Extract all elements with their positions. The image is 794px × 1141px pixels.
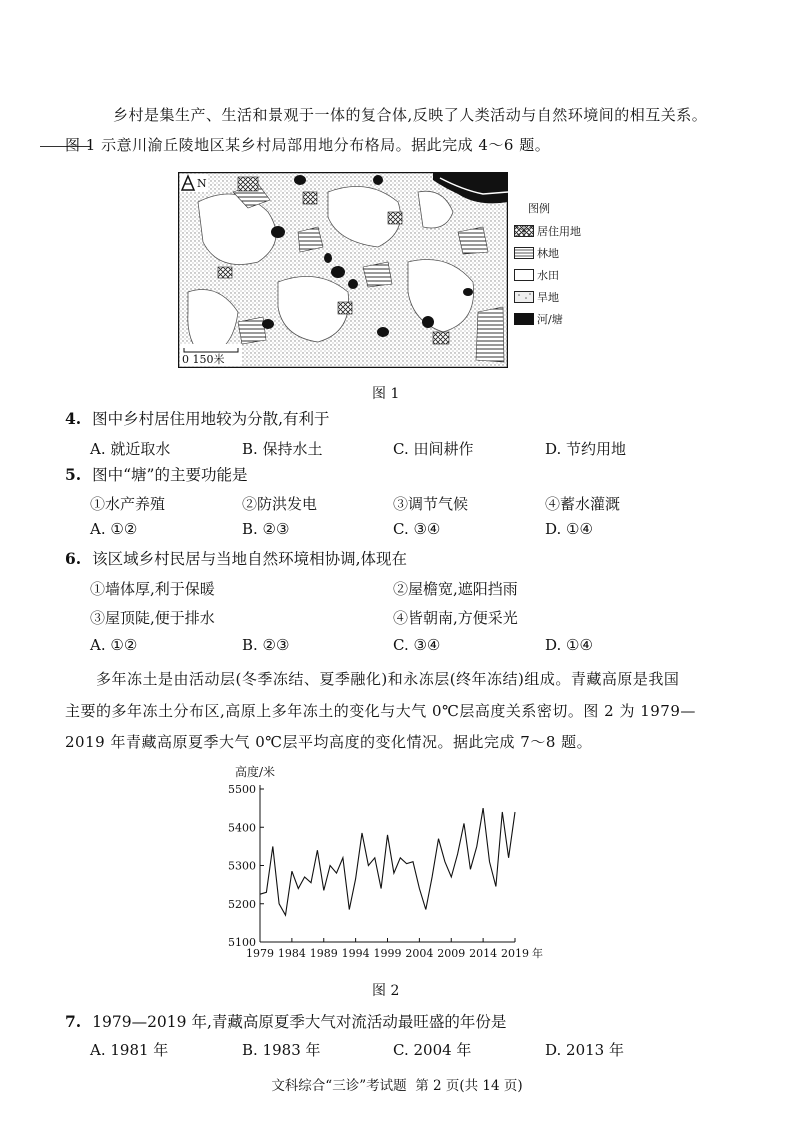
figure2-caption: 图 2: [372, 983, 400, 999]
scale-label: 0 150米: [182, 353, 225, 366]
series-line: [260, 808, 515, 915]
legend-swatch-forest: [514, 247, 534, 259]
question-7: [65, 1011, 506, 1033]
y-tick-label: 5100: [228, 936, 256, 949]
question-number: 4.: [65, 409, 82, 428]
q5-option-c[interactable]: C. ③④: [393, 520, 441, 538]
y-tick-label: 5400: [228, 821, 256, 835]
intro1-line2: 图 1 示意川渝丘陵地区某乡村局部用地分布格局。据此完成 4～6 题。: [65, 136, 551, 154]
x-tick-label: 1984: [277, 947, 306, 960]
question-stem: 该区域乡村民居与当地自然环境相协调,体现在: [92, 550, 408, 568]
figure1-caption: 图 1: [372, 386, 400, 402]
q6-option-a[interactable]: A. ①②: [90, 636, 138, 654]
q6-option-c[interactable]: C. ③④: [393, 636, 441, 654]
q7-option-d[interactable]: D. 2013 年: [545, 1041, 624, 1059]
legend-swatch-paddy: [514, 269, 534, 281]
north-label: N: [197, 177, 207, 190]
x-tick-label: 2019: [501, 947, 529, 960]
x-axis-unit-label: 年: [532, 947, 543, 960]
y-tick-label: 5500: [228, 783, 256, 796]
legend-label: 水田: [537, 269, 559, 282]
q6-item-2: ②屋檐宽,遮阳挡雨: [393, 580, 518, 598]
legend-swatch-residential: [514, 225, 534, 237]
q6-item-1: ①墙体厚,利于保暖: [90, 580, 215, 598]
legend-title: 图例: [528, 202, 550, 215]
land-use-map: [178, 172, 508, 368]
q7-option-b[interactable]: B. 1983 年: [242, 1041, 321, 1059]
y-tick-label: 5200: [228, 897, 256, 911]
x-tick-label: 2009: [437, 947, 466, 960]
question-number: 6.: [65, 549, 82, 568]
question-stem: 1979—2019 年,青藏高原夏季大气对流活动最旺盛的年份是: [92, 1013, 507, 1031]
legend-swatch-river-pond: [514, 313, 534, 325]
x-tick-label: 1989: [309, 947, 338, 960]
q4-option-a[interactable]: A. 就近取水: [90, 440, 171, 458]
intro2-line3: 2019 年青藏高原夏季大气 0℃层平均高度的变化情况。据此完成 7～8 题。: [65, 733, 593, 751]
q6-item-4: ④皆朝南,方便采光: [393, 609, 518, 627]
legend-item-river-pond: [514, 308, 624, 330]
legend-item-forest: [514, 242, 624, 264]
question-number: 7.: [65, 1012, 82, 1031]
q5-item-2: ②防洪发电: [242, 495, 318, 513]
x-tick-label: 1979: [246, 947, 274, 960]
q4-option-d[interactable]: D. 节约用地: [545, 440, 627, 458]
intro1-line1: 乡村是集生产、生活和景观于一体的复合体,反映了人类活动与自然环境间的相互关系。: [113, 106, 708, 124]
legend-item-paddy: [514, 264, 624, 286]
q5-option-d[interactable]: D. ①④: [545, 520, 593, 538]
q5-item-4: ④蓄水灌溉: [545, 495, 621, 513]
x-tick-label: 2004: [405, 947, 434, 960]
q7-option-c[interactable]: C. 2004 年: [393, 1041, 472, 1059]
question-4: [65, 408, 330, 430]
q6-option-b[interactable]: B. ②③: [242, 636, 290, 654]
figure1-map: [178, 172, 508, 368]
zero-degree-height-chart: [215, 762, 555, 967]
y-tick-label: 5300: [228, 859, 256, 873]
q6-item-3: ③屋顶陡,便于排水: [90, 609, 215, 627]
q5-item-1: ①水产养殖: [90, 495, 166, 513]
intro-paragraph-1: [113, 100, 733, 130]
y-axis-label: 高度/米: [235, 765, 276, 779]
q6-option-d[interactable]: D. ①④: [545, 636, 593, 654]
q5-option-a[interactable]: A. ①②: [90, 520, 138, 538]
legend-swatch-dryland: [514, 291, 534, 303]
q5-option-b[interactable]: B. ②③: [242, 520, 290, 538]
legend-label: 旱地: [537, 291, 559, 304]
question-stem: 图中乡村居住用地较为分散,有利于: [92, 410, 330, 428]
question-stem: 图中“塘”的主要功能是: [92, 466, 248, 484]
q4-option-c[interactable]: C. 田间耕作: [393, 440, 474, 458]
q7-option-a[interactable]: A. 1981 年: [90, 1041, 169, 1059]
x-tick-label: 1994: [341, 947, 370, 960]
legend-item-residential: [514, 220, 624, 242]
question-5: [65, 464, 247, 486]
q4-option-b[interactable]: B. 保持水土: [242, 440, 323, 458]
legend-item-dryland: [514, 286, 624, 308]
page-footer: 文科综合“三诊”考试题 第 2 页(共 14 页): [271, 1078, 523, 1094]
figure1-legend: [514, 200, 624, 330]
figure2-chart: [215, 762, 555, 967]
legend-label: 河/塘: [537, 313, 563, 326]
intro2-line2: 主要的多年冻土分布区,高原上多年冻土的变化与大气 0℃层高度关系密切。图 2 为 1979—: [65, 702, 696, 720]
x-tick-label: 2014: [469, 947, 498, 960]
question-6: [65, 548, 407, 570]
x-tick-label: 1999: [373, 947, 402, 960]
legend-label: 林地: [537, 247, 559, 260]
intro2-line1: 多年冻土是由活动层(冬季冻结、夏季融化)和永冻层(终年冻结)组成。青藏高原是我国: [96, 670, 680, 688]
question-number: 5.: [65, 465, 82, 484]
q5-item-3: ③调节气候: [393, 495, 469, 513]
legend-label: 居住用地: [537, 225, 581, 238]
